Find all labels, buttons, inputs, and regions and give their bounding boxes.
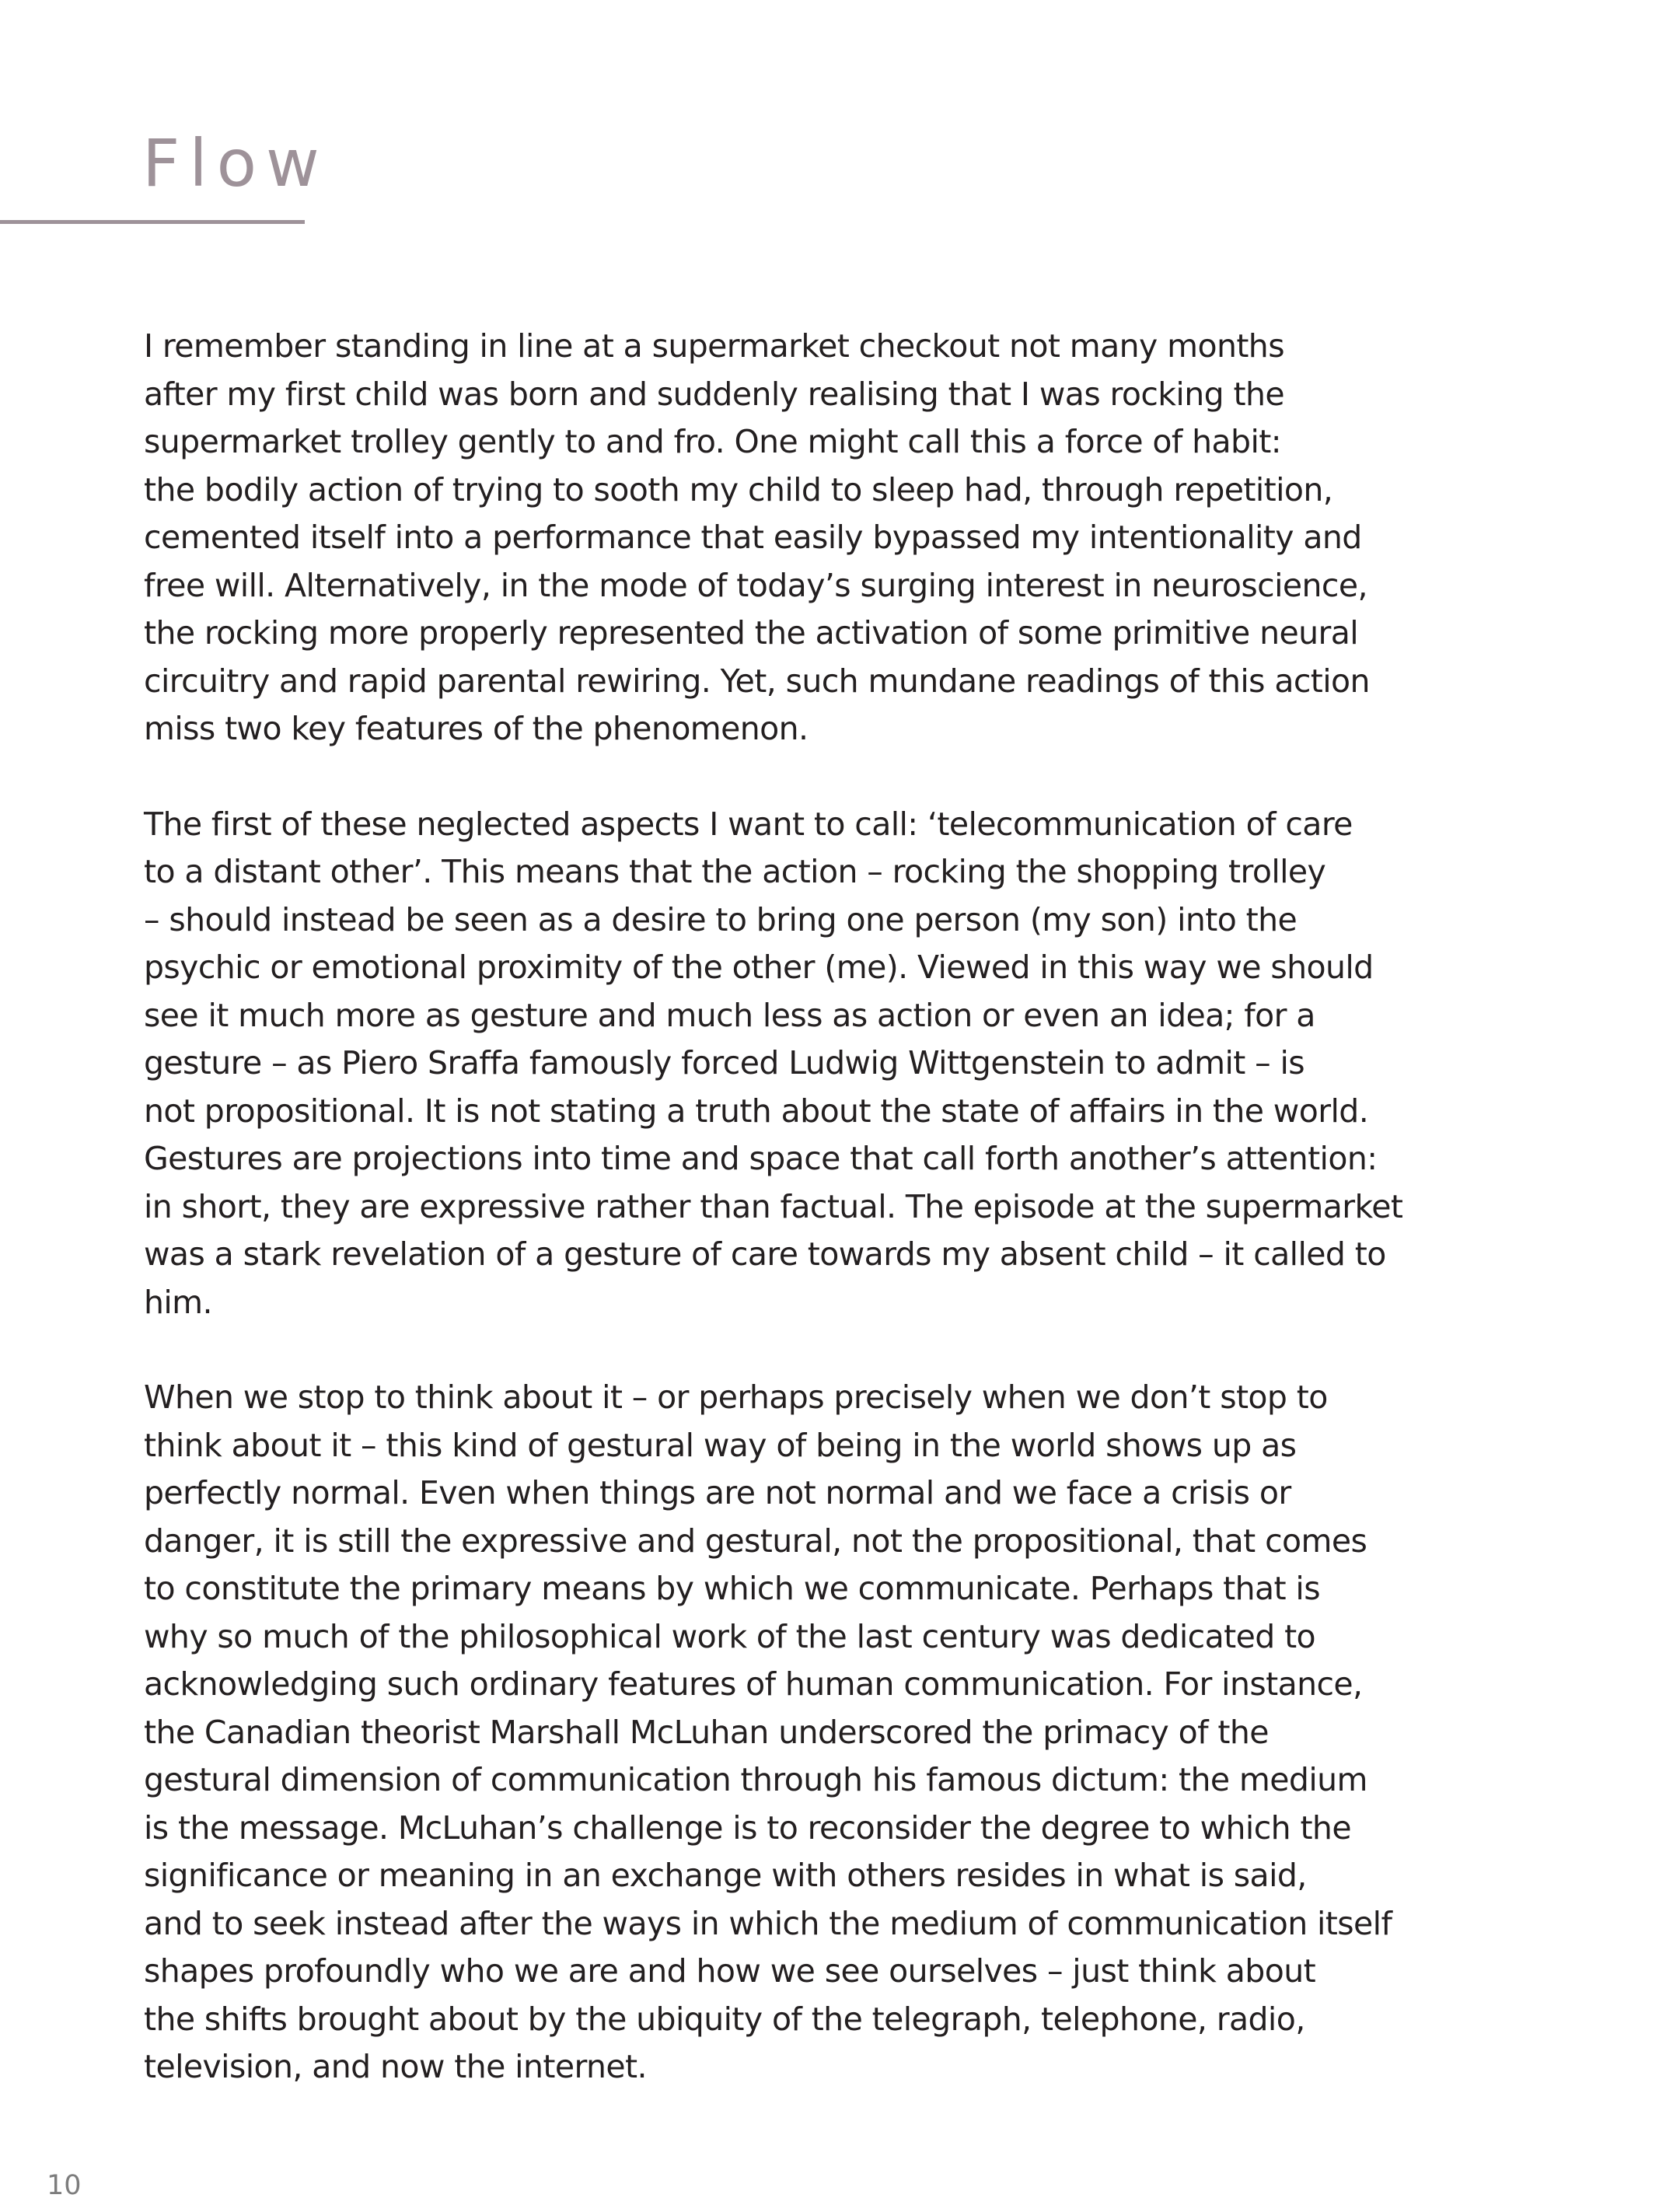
text-line: acknowledging such ordinary features of human communication. For instance,	[144, 1665, 1363, 1703]
text-line: free will. Alternatively, in the mode of today’s surging interest in neuroscience,	[144, 566, 1367, 604]
text-line: circuitry and rapid parental rewiring. Yet, such mundane readings of this action	[144, 662, 1370, 700]
text-line: why so much of the philosophical work of the last century was dedicated to	[144, 1617, 1316, 1655]
text-line: perfectly normal. Even when things are not normal and we face a crisis or	[144, 1474, 1291, 1511]
text-line: gestural dimension of communication through his famous dictum: the medium	[144, 1761, 1367, 1798]
paragraph	[144, 801, 1528, 1327]
text-line: and to seek instead after the ways in which the medium of communication itself	[144, 1904, 1392, 1942]
text-line: is the message. McLuhan’s challenge is to reconsider the degree to which the	[144, 1808, 1351, 1847]
text-line: – should instead be seen as a desire to bring one person (my son) into the	[144, 900, 1298, 938]
text-line: I remember standing in line at a supermarket checkout not many months	[144, 327, 1284, 365]
text-line: miss two key features of the phenomenon.	[144, 710, 809, 747]
text-line: after my first child was born and suddenly realising that I was rocking the	[144, 375, 1284, 413]
page-number: 10	[47, 2170, 82, 2201]
text-line: danger, it is still the expressive and gestural, not the propositional, that comes	[144, 1522, 1367, 1560]
text-line: think about it – this kind of gestural way of being in the world shows up as	[144, 1426, 1297, 1464]
text-line: the bodily action of trying to sooth my child to sleep had, through repetition,	[144, 470, 1333, 508]
text-line: cemented itself into a performance that easily bypassed my intentionality and	[144, 519, 1362, 556]
text-line: in short, they are expressive rather than factual. The episode at the supermarket	[144, 1187, 1403, 1225]
text-line: the rocking more properly represented the activation of some primitive neural	[144, 614, 1359, 652]
paragraph	[144, 323, 1528, 753]
text-line: was a stark revelation of a gesture of care towards my absent child – it called to	[144, 1235, 1386, 1273]
text-line: television, and now the internet.	[144, 2048, 647, 2085]
text-line: not propositional. It is not stating a truth about the state of affairs in the world.	[144, 1092, 1369, 1130]
text-line: the shifts brought about by the ubiquity of the telegraph, telephone, radio,	[144, 2000, 1305, 2038]
text-line: The first of these neglected aspects I want to call: ‘telecommunication of care	[144, 805, 1353, 843]
text-line: When we stop to think about it – or perhaps precisely when we don’t stop to	[144, 1379, 1328, 1416]
text-line: see it much more as gesture and much less as action or even an idea; for a	[144, 996, 1315, 1034]
text-line: to constitute the primary means by which we communicate. Perhaps that is	[144, 1570, 1320, 1607]
text-line: him.	[144, 1283, 212, 1321]
body-text	[144, 323, 1528, 2139]
text-line: psychic or emotional proximity of the other (me). Viewed in this way we should	[144, 949, 1374, 986]
text-line: Gestures are projections into time and space that call forth another’s attention:	[144, 1140, 1378, 1177]
text-line: shapes profoundly who we are and how we see ourselves – just think about	[144, 1952, 1316, 1990]
text-line: significance or meaning in an exchange with others resides in what is said,	[144, 1857, 1307, 1894]
paragraph	[144, 1374, 1528, 2091]
text-line: gesture – as Piero Sraffa famously forced Ludwig Wittgenstein to admit – is	[144, 1044, 1305, 1082]
text-line: the Canadian theorist Marshall McLuhan underscored the primacy of the	[144, 1713, 1269, 1751]
page-title: Flow	[142, 125, 329, 201]
text-line: to a distant other’. This means that the action – rocking the shopping trolley	[144, 853, 1326, 890]
text-line: supermarket trolley gently to and fro. One might call this a force of habit:	[144, 423, 1281, 460]
title-underline-rule	[0, 220, 305, 224]
